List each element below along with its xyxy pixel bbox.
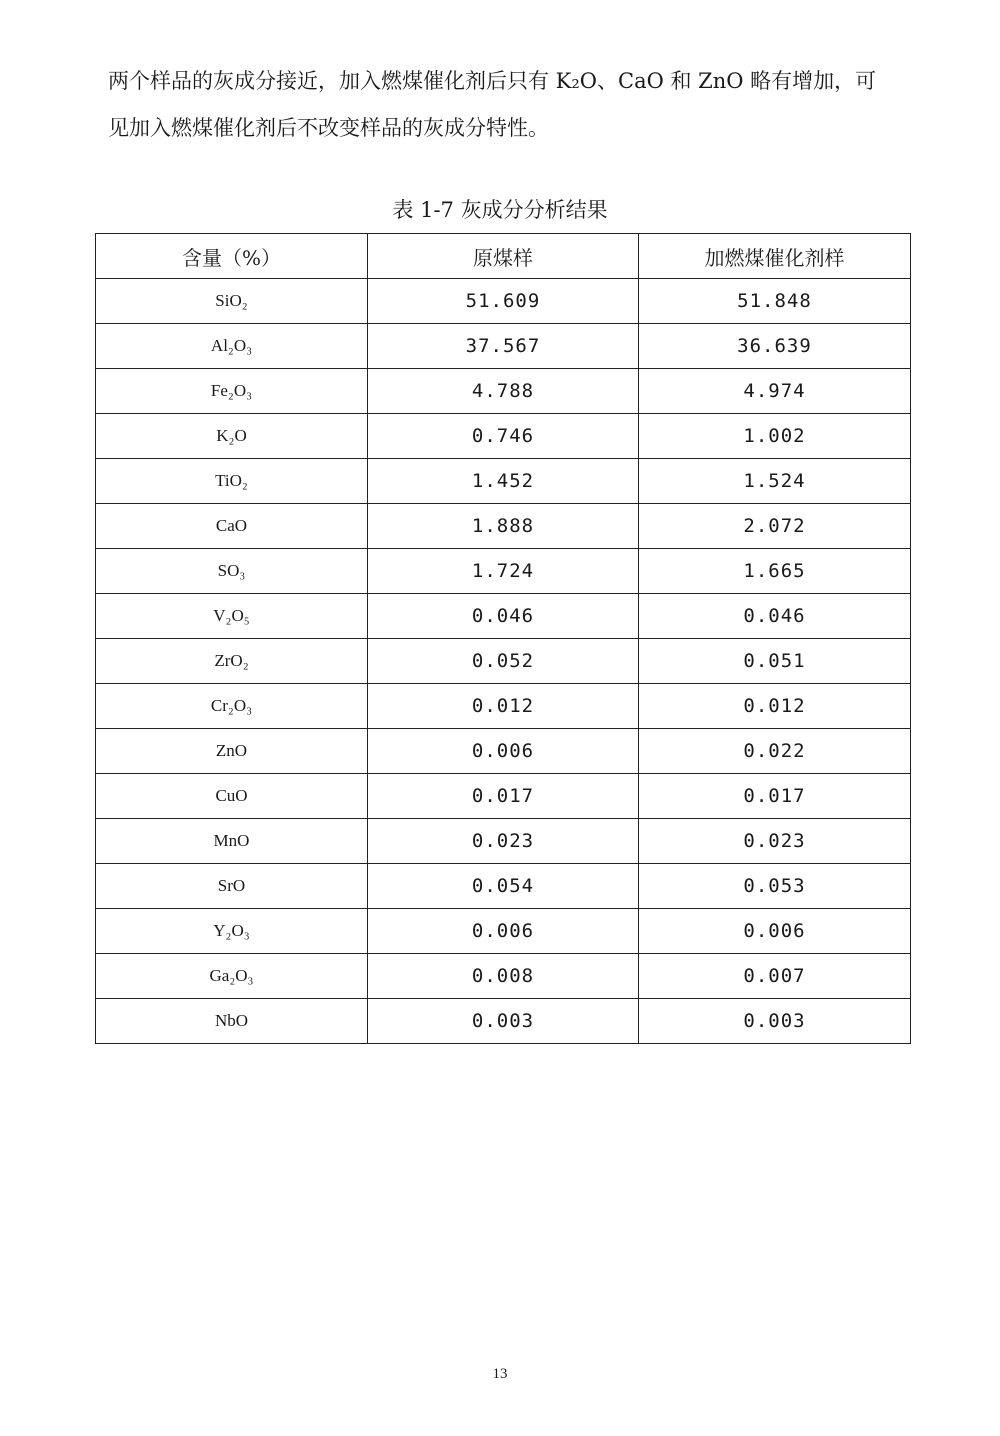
body-paragraph [108,58,908,152]
raw-value-cell: 0.746 [368,414,639,459]
component-cell: CuO [96,774,368,819]
component-cell: ZnO [96,729,368,774]
paragraph-line-2: 见加入燃煤催化剂后不改变样品的灰成分特性。 [108,116,549,140]
catalyst-value-cell: 36.639 [639,324,911,369]
table-row [96,459,911,504]
page-number: 13 [492,1366,508,1382]
component-cell: Ga₂O₃ [96,954,368,999]
raw-value-cell: 51.609 [368,279,639,324]
header-catalyst-sample: 加燃煤催化剂样 [639,234,911,279]
catalyst-value-cell: 0.006 [639,909,911,954]
catalyst-value-cell: 51.848 [639,279,911,324]
catalyst-value-cell: 0.017 [639,774,911,819]
component-cell: SrO [96,864,368,909]
table-row [96,999,911,1044]
header-content: 含量（%） [96,234,368,279]
raw-value-cell: 1.452 [368,459,639,504]
catalyst-value-cell: 0.007 [639,954,911,999]
table-row [96,279,911,324]
table-row [96,324,911,369]
raw-value-cell: 1.888 [368,504,639,549]
table-row [96,414,911,459]
table-row [96,594,911,639]
component-cell: CaO [96,504,368,549]
raw-value-cell: 0.023 [368,819,639,864]
table-row [96,369,911,414]
paragraph-line-1: 两个样品的灰成分接近，加入燃煤催化剂后只有 K₂O、CaO 和 ZnO 略有增加，可 [108,69,877,93]
table-row [96,684,911,729]
component-cell: Fe₂O₃ [96,369,368,414]
table-caption: 表 1-7 灰成分分析结果 [392,198,608,222]
table-row [96,729,911,774]
catalyst-value-cell: 0.012 [639,684,911,729]
raw-value-cell: 0.003 [368,999,639,1044]
table-row [96,954,911,999]
catalyst-value-cell: 1.524 [639,459,911,504]
catalyst-value-cell: 2.072 [639,504,911,549]
catalyst-value-cell: 4.974 [639,369,911,414]
catalyst-value-cell: 0.053 [639,864,911,909]
component-cell: MnO [96,819,368,864]
catalyst-value-cell: 1.665 [639,549,911,594]
catalyst-value-cell: 0.051 [639,639,911,684]
catalyst-value-cell: 0.023 [639,819,911,864]
catalyst-value-cell: 1.002 [639,414,911,459]
table-row [96,864,911,909]
raw-value-cell: 0.046 [368,594,639,639]
table-row [96,549,911,594]
component-cell: V₂O₅ [96,594,368,639]
table-row [96,504,911,549]
table-row [96,774,911,819]
component-cell: Cr₂O₃ [96,684,368,729]
table-row [96,639,911,684]
catalyst-value-cell: 0.046 [639,594,911,639]
catalyst-value-cell: 0.022 [639,729,911,774]
component-cell: TiO₂ [96,459,368,504]
raw-value-cell: 1.724 [368,549,639,594]
table-row [96,909,911,954]
component-cell: Al₂O₃ [96,324,368,369]
raw-value-cell: 0.006 [368,909,639,954]
component-cell: ZrO₂ [96,639,368,684]
raw-value-cell: 4.788 [368,369,639,414]
raw-value-cell: 0.054 [368,864,639,909]
table-header-row [96,234,911,279]
raw-value-cell: 0.052 [368,639,639,684]
raw-value-cell: 0.008 [368,954,639,999]
component-cell: Y₂O₃ [96,909,368,954]
raw-value-cell: 37.567 [368,324,639,369]
header-raw-coal: 原煤样 [368,234,639,279]
table-row [96,819,911,864]
catalyst-value-cell: 0.003 [639,999,911,1044]
component-cell: K₂O [96,414,368,459]
component-cell: SO₃ [96,549,368,594]
raw-value-cell: 0.012 [368,684,639,729]
component-cell: SiO₂ [96,279,368,324]
ash-composition-table [95,233,911,1044]
raw-value-cell: 0.017 [368,774,639,819]
component-cell: NbO [96,999,368,1044]
raw-value-cell: 0.006 [368,729,639,774]
